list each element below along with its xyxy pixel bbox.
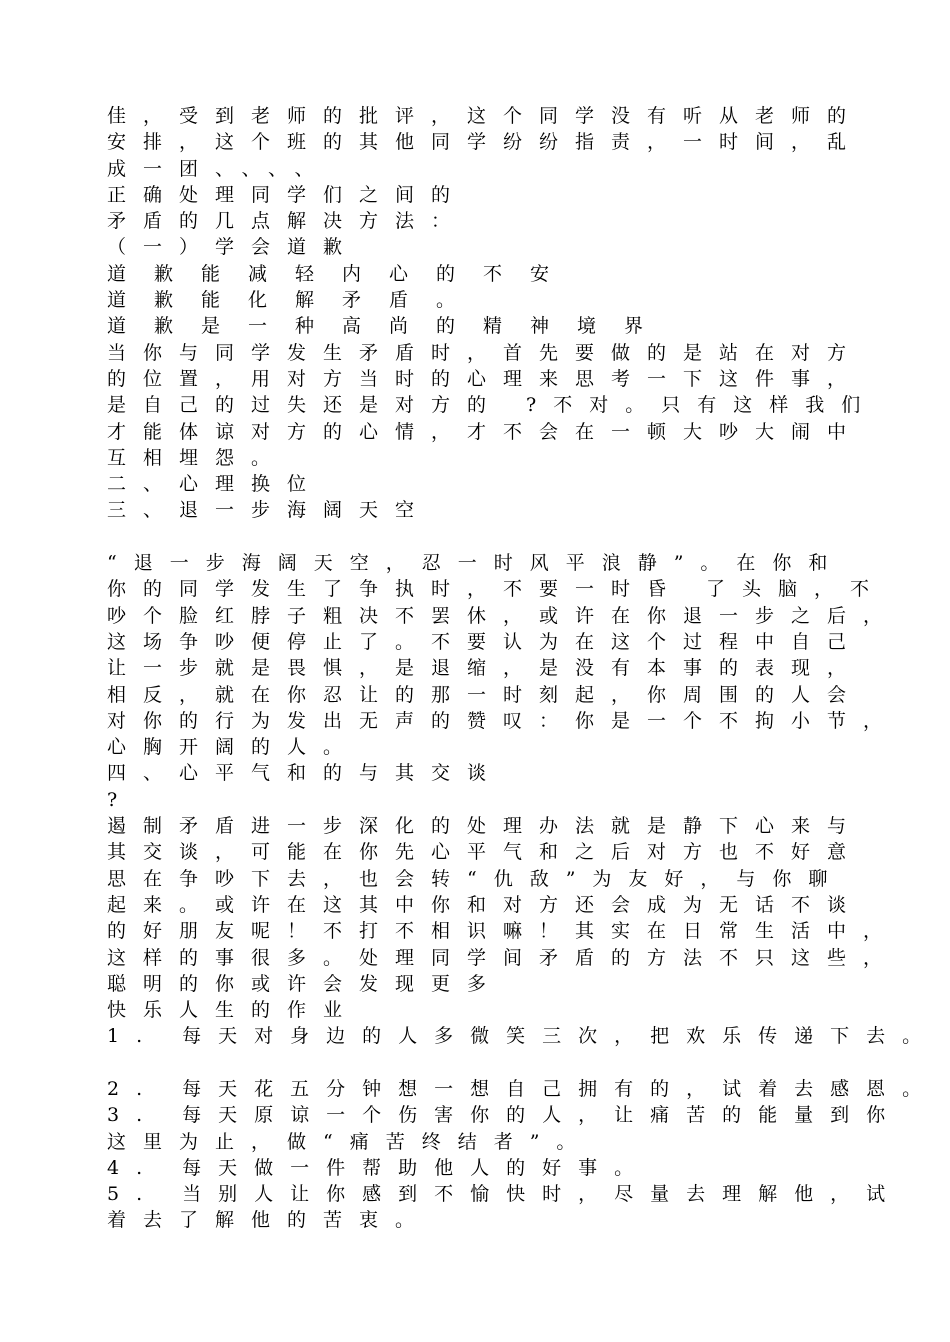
text-line: 聪明的你或许会发现更多 xyxy=(107,972,504,995)
text-line: 心胸开阔的人。 xyxy=(107,736,360,759)
text-line: 其交谈，可能在你先心平气和之后对方也不好意 xyxy=(107,841,864,864)
list-item: 5. 当别人让你感到不愉快时，尽量去理解他，试 xyxy=(107,1183,903,1206)
text-line: 着去了解他的苦衷。 xyxy=(107,1209,432,1232)
text-line: 才能体谅对方的心情，才不会在一顿大吵大闹中 xyxy=(107,420,864,443)
text-line: 佳，受到老师的批评，这个同学没有听从老师的 xyxy=(107,105,864,127)
list-item: 1. 每天对身边的人多微笑三次，把欢乐传递下去。 xyxy=(107,1025,939,1048)
text-line: 成一团、、、、 xyxy=(107,157,331,180)
text-line: “退一步海阔天空，忍一时风平浪静”。在你和 xyxy=(107,552,845,575)
text-line: 这里为止，做“痛苦终结者”。 xyxy=(107,1130,593,1153)
section-heading: 三、退一步海阔天空 xyxy=(107,499,432,522)
text-line: 起来。或许在这其中你和对方还会成为无话不谈 xyxy=(107,893,864,916)
text-line: 道歉能减轻内心的不安 xyxy=(107,262,578,285)
text-line: 的位置，用对方当时的心理来思考一下这件事， xyxy=(107,367,864,390)
text-line: 相反，就在你忍让的那一时刻起，你周围的人会 xyxy=(107,683,864,706)
document-body xyxy=(107,103,939,1234)
section-heading: 快乐人生的作业 xyxy=(107,999,360,1022)
text-line: 思在争吵下去，也会转“仇敌”为友好，与你聊 xyxy=(107,867,845,890)
text-line: 安排，这个班的其他同学纷纷指责，一时间，乱 xyxy=(107,131,864,154)
section-heading: 二、心理换位 xyxy=(107,473,324,496)
text-line: 这样的事很多。处理同学间矛盾的方法不只这些， xyxy=(107,946,900,969)
blank-line xyxy=(107,524,867,550)
text-line: 是自己的过失还是对方的 ?不对。只有这样我们 xyxy=(107,394,878,417)
blank-line xyxy=(107,1050,867,1076)
list-item: 3. 每天原谅一个伤害你的人，让痛苦的能量到你 xyxy=(107,1104,903,1127)
text-line: 的好朋友呢！不打不相识嘛！其实在日常生活中， xyxy=(107,920,900,943)
text-line: 遏制矛盾进一步深化的处理办法就是静下心来与 xyxy=(107,815,864,838)
text-line: 当你与同学发生矛盾时，首先要做的是站在对方 xyxy=(107,341,864,364)
text-line: 互相埋怨。 xyxy=(107,446,288,469)
list-item: 4. 每天做一件帮助他人的好事。 xyxy=(107,1156,651,1179)
text-line: 矛盾的几点解决方法： xyxy=(107,210,468,233)
text-line: 吵个脸红脖子粗决不罢休，或许在你退一步之后， xyxy=(107,604,900,627)
text-line: 你的同学发生了争执时，不要一时昏 了头脑，不 xyxy=(107,578,887,601)
text-line: ? xyxy=(107,788,135,811)
section-heading: 四、心平气和的与其交谈 xyxy=(107,762,504,785)
text-line: 对你的行为发出无声的赞叹：你是一个不拘小节， xyxy=(107,709,900,732)
section-heading: （一）学会道歉 xyxy=(107,236,360,259)
text-line: 这场争吵便停止了。不要认为在这个过程中自己 xyxy=(107,630,864,653)
list-item: 2. 每天花五分钟想一想自己拥有的，试着去感恩。 xyxy=(107,1077,939,1100)
text-line: 让一步就是畏惧，是退缩，是没有本事的表现， xyxy=(107,657,864,680)
text-line: 道歉能化解矛盾。 xyxy=(107,289,484,312)
text-line: 道歉是一种高尚的精神境界 xyxy=(107,315,672,338)
text-line: 正确处理同学们之间的 xyxy=(107,183,468,206)
